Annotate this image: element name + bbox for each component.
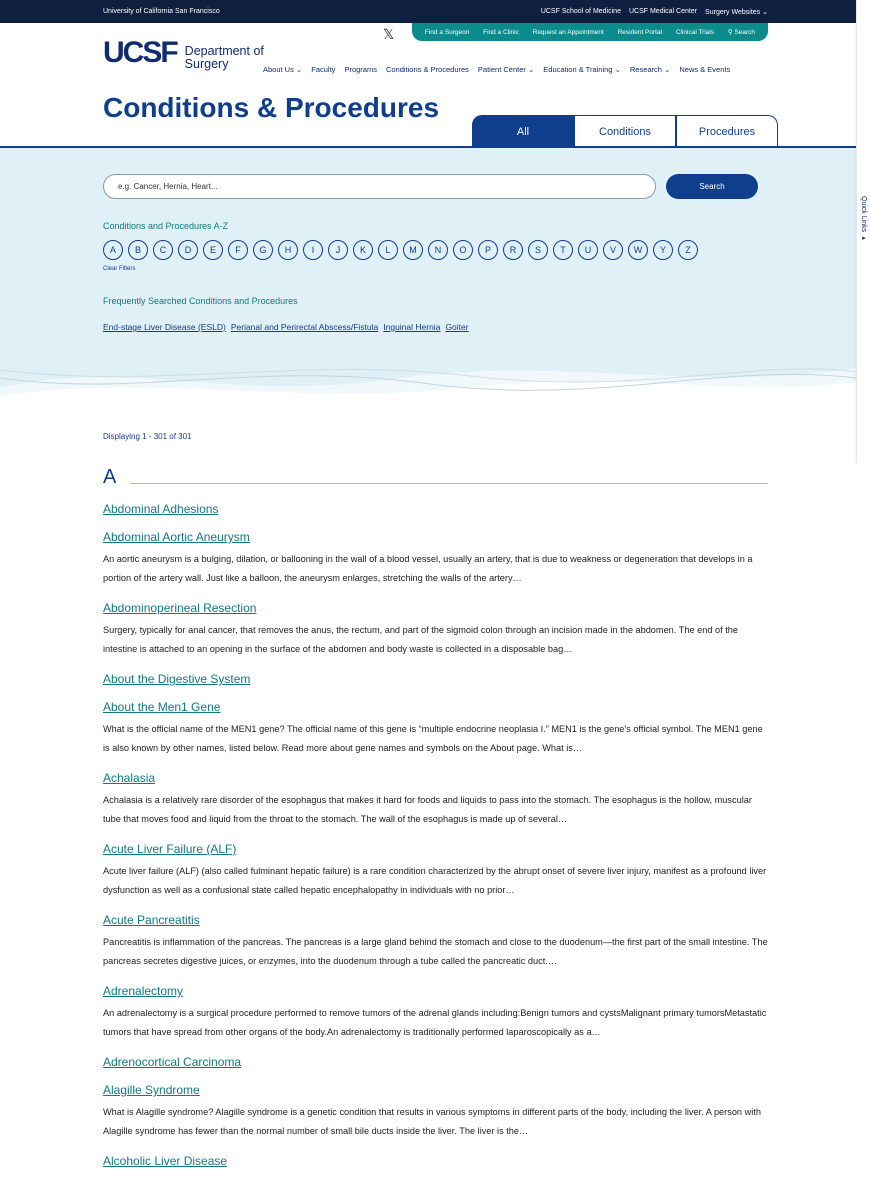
caret-icon: ▸ [860, 234, 867, 243]
list-item [103, 771, 768, 829]
site-header [0, 23, 856, 147]
search-input[interactable] [103, 174, 656, 199]
letter-filter-m[interactable]: M [403, 240, 423, 260]
result-description: Achalasia is a relatively rare disorder of the esophagus that makes it hard for foods and liquids to pass into the stomach. The esophagus is the hollow, muscular tube that moves food and liquid from the throat to the stomach. The wall of the esophagus is made up of several… [103, 795, 752, 824]
result-title-link[interactable]: Alagille Syndrome [103, 1083, 200, 1097]
tab-conditions[interactable]: Conditions [574, 115, 676, 147]
result-title-link[interactable]: Adrenocortical Carcinoma [103, 1055, 242, 1069]
result-title-link[interactable]: Acute Liver Failure (ALF) [103, 842, 237, 856]
letter-filter-o[interactable]: O [453, 240, 473, 260]
logo-mark: UCSF [103, 36, 177, 69]
letter-filter-v[interactable]: V [603, 240, 623, 260]
frequent-links [103, 322, 469, 332]
letter-filter-h[interactable]: H [278, 240, 298, 260]
result-title-link[interactable]: Alcoholic Liver Disease [103, 1154, 228, 1168]
search-button[interactable]: Search [666, 174, 758, 199]
result-description: Surgery, typically for anal cancer, that removes the anus, the rectum, and part of the sigmoid colon through an incision made in the abdomen. The end of the intestine is attached to an opening in the surface of the abdomen and body waste is collected in a disposable bag… [103, 625, 738, 654]
list-item [103, 1055, 768, 1070]
letter-filter-f[interactable]: F [228, 240, 248, 260]
filter-tabs [472, 115, 778, 147]
clear-filters-link[interactable]: Clear Filters [103, 266, 136, 272]
quick-links-tab[interactable]: Quick Links ▸ [860, 196, 867, 243]
chevron-down-icon: ⌄ [614, 65, 621, 74]
az-letter-filters [103, 240, 698, 260]
letter-filter-l[interactable]: L [378, 240, 398, 260]
result-description: What is the official name of the MEN1 gene? The official name of this gene is “multiple endocrine neoplasia I.” MEN1 is the gene's official symbol. The MEN1 gene is also known by other names, listed below. Read more about gene names and symbols on the About page. What is… [103, 724, 763, 753]
result-title-link[interactable]: Acute Pancreatitis [103, 913, 200, 927]
section-letter: A [103, 466, 117, 488]
az-heading: Conditions and Procedures A-Z [103, 221, 229, 231]
result-description: Pancreatitis is inflammation of the pancreas. The pancreas is a large gland behind the stomach and close to the duodenum—the first part of the small intestine. The pancreas secretes digestive juices, or enzymes, into the duodenum through a tube called the pancreatic duct.… [103, 937, 768, 966]
dept-line-2: Surgery [184, 57, 229, 71]
list-item [103, 1083, 768, 1141]
top-links [541, 8, 768, 16]
nav-programs[interactable]: Programs [344, 65, 377, 74]
main-nav [263, 65, 730, 74]
letter-filter-k[interactable]: K [353, 240, 373, 260]
results-count: Displaying 1 - 301 of 301 [103, 432, 192, 441]
top-utility-bar [0, 0, 856, 23]
nav-research[interactable]: Research ⌄ [629, 65, 671, 74]
page-title: Conditions & Procedures [103, 92, 440, 123]
result-title-link[interactable]: Abdominal Adhesions [103, 502, 219, 516]
list-item [103, 700, 768, 758]
top-link-school-of-medicine[interactable]: UCSF School of Medicine [540, 8, 621, 15]
search-panel [0, 148, 856, 408]
letter-filter-j[interactable]: J [328, 240, 348, 260]
list-item [103, 913, 768, 971]
search-icon: ⚲ [727, 29, 733, 36]
frequent-link-esld[interactable]: End-stage Liver Disease (ESLD) [103, 322, 226, 332]
department-name [185, 45, 264, 71]
list-item [103, 984, 768, 1042]
result-title-link[interactable]: About the Digestive System [103, 672, 251, 686]
frequent-link-abscess-fistula[interactable]: Perianal and Perirectal Abscess/Fistula [230, 322, 379, 332]
chevron-down-icon: ⌄ [527, 65, 535, 74]
chevron-down-icon: ⌄ [664, 65, 671, 74]
result-description: What is Alagille syndrome? Alagille syndrome is a genetic condition that results in various symptoms in different parts of the body, including the liver. A person with Alagille syndrome has fewer than the normal number of small bile ducts inside the liver. The liver is the… [103, 1107, 761, 1136]
nav-about-us[interactable]: About Us ⌄ [263, 65, 303, 74]
nav-education-training[interactable]: Education & Training ⌄ [543, 65, 621, 74]
list-item [103, 1154, 768, 1169]
result-title-link[interactable]: Achalasia [103, 771, 156, 785]
top-link-medical-center[interactable]: UCSF Medical Center [628, 8, 698, 15]
result-description: An aortic aneurysm is a bulging, dilation, or ballooning in the wall of a blood vessel, usually an artery, that is due to weakness or degeneration that develops in a portion of the artery wall. Just like a balloon, the aneurysm enlarges, stretching the walls of the artery… [103, 554, 753, 583]
tab-procedures[interactable]: Procedures [676, 115, 778, 147]
x-social-icon[interactable]: 𝕏 [383, 26, 395, 42]
result-description: An adrenalectomy is a surgical procedure performed to remove tumors of the adrenal glands including:Benign tumors and cystsMalignant primary tumorsMetastatic tumors that have spread from other organs of the body.An adrenalectomy is traditionally performed laparoscopically as a… [103, 1008, 767, 1037]
results-list [103, 502, 768, 1182]
nav-faculty[interactable]: Faculty [311, 65, 336, 74]
letter-filter-s[interactable]: S [528, 240, 548, 260]
tab-all[interactable]: All [472, 115, 574, 147]
list-item [103, 530, 768, 588]
letter-filter-c[interactable]: C [153, 240, 173, 260]
letter-filter-y[interactable]: Y [653, 240, 673, 260]
chevron-down-icon: ⌄ [295, 65, 303, 74]
letter-filter-z[interactable]: Z [678, 240, 698, 260]
letter-filter-u[interactable]: U [578, 240, 598, 260]
letter-filter-p[interactable]: P [478, 240, 498, 260]
letter-filter-d[interactable]: D [178, 240, 198, 260]
utility-find-clinic[interactable]: Find a Clinic [483, 28, 519, 36]
utility-clinical-trials[interactable]: Clinical Trials [675, 28, 715, 36]
letter-filter-e[interactable]: E [203, 240, 223, 260]
utility-resident-portal[interactable]: Resident Portal [617, 28, 663, 36]
section-divider [130, 483, 768, 484]
university-link[interactable]: University of California San Francisco [103, 8, 220, 15]
utility-request-appointment[interactable]: Request an Appointment [532, 28, 604, 36]
list-item [103, 601, 768, 659]
ucsf-logo[interactable] [103, 38, 264, 71]
result-description: Acute liver failure (ALF) (also called fulminant hepatic failure) is a rare condition characterized by the abrupt onset of severe liver injury, manifest as a profound liver dysfunction as well as a confusional state called hepatic encephalopathy in individuals with no prior… [103, 866, 767, 895]
result-title-link[interactable]: Adrenalectomy [103, 984, 184, 998]
letter-filter-a[interactable]: A [103, 240, 123, 260]
nav-news-events[interactable]: News & Events [679, 65, 731, 74]
frequent-link-goiter[interactable]: Goiter [445, 322, 469, 332]
letter-filter-g[interactable]: G [253, 240, 273, 260]
chevron-down-icon: ⌄ [762, 9, 768, 16]
result-title-link[interactable]: Abdominal Aortic Aneurysm [103, 530, 250, 544]
dept-line-1: Department of [184, 44, 264, 58]
list-item [103, 502, 768, 517]
utility-search[interactable]: ⚲ Search [727, 29, 756, 36]
list-item [103, 672, 768, 687]
frequent-link-inguinal-hernia[interactable]: Inguinal Hernia [383, 322, 441, 332]
letter-filter-i[interactable]: I [303, 240, 323, 260]
letter-filter-r[interactable]: R [503, 240, 523, 260]
letter-filter-t[interactable]: T [553, 240, 573, 260]
list-item [103, 842, 768, 900]
frequent-heading: Frequently Searched Conditions and Procedures [103, 296, 298, 306]
utility-find-surgeon[interactable]: Find a Surgeon [424, 28, 470, 36]
letter-filter-b[interactable]: B [128, 240, 148, 260]
result-title-link[interactable]: Abdominoperineal Resection [103, 601, 257, 615]
nav-conditions-procedures[interactable]: Conditions & Procedures [385, 65, 469, 74]
nav-patient-center[interactable]: Patient Center ⌄ [477, 65, 535, 74]
top-link-surgery-websites[interactable]: Surgery Websites ⌄ [705, 9, 768, 16]
letter-filter-w[interactable]: W [628, 240, 648, 260]
result-title-link[interactable]: About the Men1 Gene [103, 700, 221, 714]
decorative-waves [0, 348, 856, 408]
letter-filter-n[interactable]: N [428, 240, 448, 260]
utility-nav [412, 23, 768, 41]
